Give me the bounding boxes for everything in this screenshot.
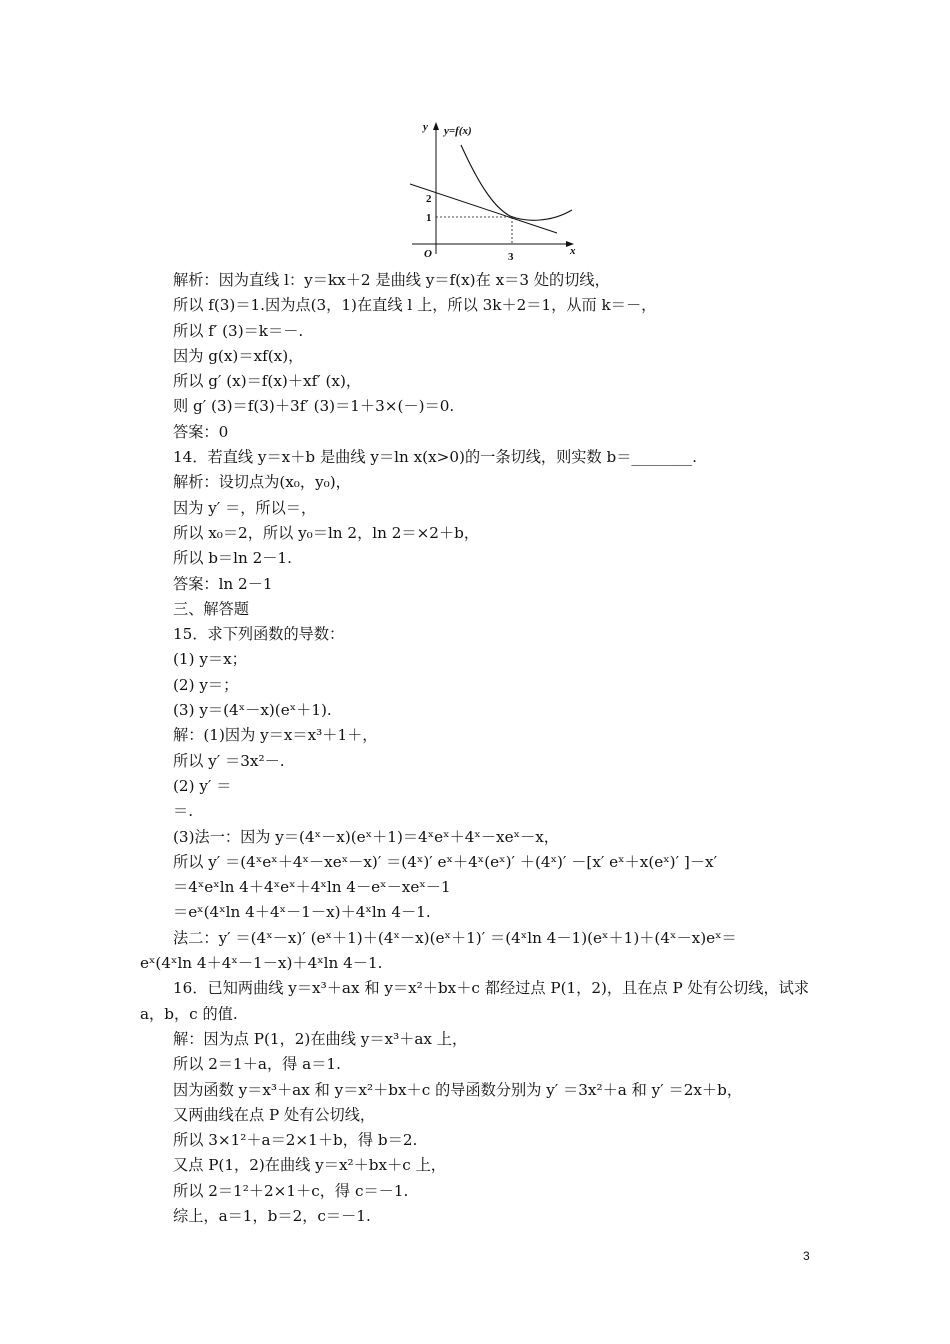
text-line: 解：(1)因为 y＝x＝x³＋1＋， xyxy=(173,726,378,745)
text-line: 所以 2＝1²＋2×1＋c，得 c＝－1. xyxy=(173,1181,409,1200)
section-heading: 三、解答题 xyxy=(173,599,249,618)
question-14: 14．若直线 y＝x＋b 是曲线 y＝ln x(x>0)的一条切线，则实数 b＝________. xyxy=(173,448,697,467)
tangent-line xyxy=(410,184,557,233)
text-line: 所以 y′ ＝3x²－. xyxy=(173,751,285,770)
question-16: 16．已知两曲线 y＝x³＋ax 和 y＝x²＋bx＋c 都经过点 P(1，2)，且在点 P 处有公切线，试求 xyxy=(173,979,810,998)
x-axis-label: x xyxy=(570,245,576,257)
text-line: 所以 f(3)＝1.因为点(3，1)在直线 l 上，所以 3k＋2＝1，从而 k＝－， xyxy=(173,296,657,315)
text-line: 则 g′ (3)＝f(3)＋3f′ (3)＝1＋3×(－)＝0. xyxy=(173,397,455,416)
y-tick-1: 1 xyxy=(426,212,432,224)
text-line: 所以 g′ (x)＝f(x)＋xf′ (x)， xyxy=(173,372,362,391)
text-line: eˣ(4ˣln 4＋4ˣ－1－x)＋4ˣln 4－1. xyxy=(140,954,383,973)
text-line: 解析：设切点为(x₀，y₀)， xyxy=(173,473,351,492)
y-axis-arrow xyxy=(433,122,439,130)
y-tick-2: 2 xyxy=(426,193,432,205)
y-axis-label: y xyxy=(423,121,428,133)
graph-svg xyxy=(400,112,585,264)
text-line: ＝eˣ(4ˣln 4＋4ˣ－1－x)＋4ˣln 4－1. xyxy=(173,903,431,922)
text-line: (2) y＝； xyxy=(173,675,239,694)
text-line: ＝4ˣeˣln 4＋4ˣeˣ＋4ˣln 4－eˣ－xeˣ－1 xyxy=(173,878,451,897)
question-15: 15．求下列函数的导数： xyxy=(173,625,345,644)
text-line: (3)法一：因为 y＝(4ˣ－x)(eˣ＋1)＝4ˣeˣ＋4ˣ－xeˣ－x， xyxy=(173,827,559,846)
text-line: 所以 b＝ln 2－1. xyxy=(173,549,292,568)
text-line: 法二：y′ ＝(4ˣ－x)′ (eˣ＋1)＋(4ˣ－x)(eˣ＋1)′ ＝(4ˣln 4－1)(eˣ＋1)＋(4ˣ－x)eˣ＝ xyxy=(173,928,737,947)
text-line: (2) y′ ＝ xyxy=(173,776,232,795)
curve-f xyxy=(461,145,572,220)
x-tick-3: 3 xyxy=(508,251,514,263)
text-line: 又两曲线在点 P 处有公切线， xyxy=(173,1105,376,1124)
text-line: 所以 x₀＝2，所以 y₀＝ln 2，ln 2＝×2＋b， xyxy=(173,523,480,542)
text-line: (1) y＝x； xyxy=(173,650,247,669)
text-line: 所以 y′ ＝(4ˣeˣ＋4ˣ－xeˣ－x)′ ＝(4ˣ)′ eˣ＋4ˣ(eˣ)′ ＋(4ˣ)′ －[x′ eˣ＋x(eˣ)′ ]－x′ xyxy=(173,852,718,871)
answer-line: 答案：0 xyxy=(173,422,229,441)
text-line: 解析：因为直线 l：y＝kx＋2 是曲线 y＝f(x)在 x＝3 处的切线， xyxy=(173,271,610,289)
function-graph xyxy=(400,112,585,264)
text-line: a，b，c 的值. xyxy=(140,1004,238,1023)
text-line: 解：因为点 P(1，2)在曲线 y＝x³＋ax 上， xyxy=(173,1029,468,1048)
answer-line: 答案：ln 2－1 xyxy=(173,574,273,593)
solution-text xyxy=(140,268,820,1229)
page-number: 3 xyxy=(803,1249,810,1263)
origin-label: O xyxy=(424,248,432,260)
text-line: ＝. xyxy=(173,802,194,821)
text-line: 因为 y′ ＝，所以＝， xyxy=(173,498,317,517)
curve-label: y=f(x) xyxy=(444,125,472,137)
text-line: 又点 P(1，2)在曲线 y＝x²＋bx＋c 上， xyxy=(173,1156,446,1175)
text-line: (3) y＝(4ˣ－x)(eˣ＋1). xyxy=(173,701,332,720)
text-line: 综上，a＝1，b＝2，c＝－1. xyxy=(173,1206,371,1225)
text-line: 所以 f′ (3)＝k＝－. xyxy=(173,321,304,340)
text-line: 因为 g(x)＝xf(x)， xyxy=(173,346,304,365)
text-line: 所以 2＝1＋a，得 a＝1. xyxy=(173,1055,341,1074)
text-line: 因为函数 y＝x³＋ax 和 y＝x²＋bx＋c 的导函数分别为 y′ ＝3x²＋a 和 y′ ＝2x＋b， xyxy=(173,1080,743,1099)
text-line: 所以 3×1²＋a＝2×1＋b，得 b＝2. xyxy=(173,1131,418,1150)
